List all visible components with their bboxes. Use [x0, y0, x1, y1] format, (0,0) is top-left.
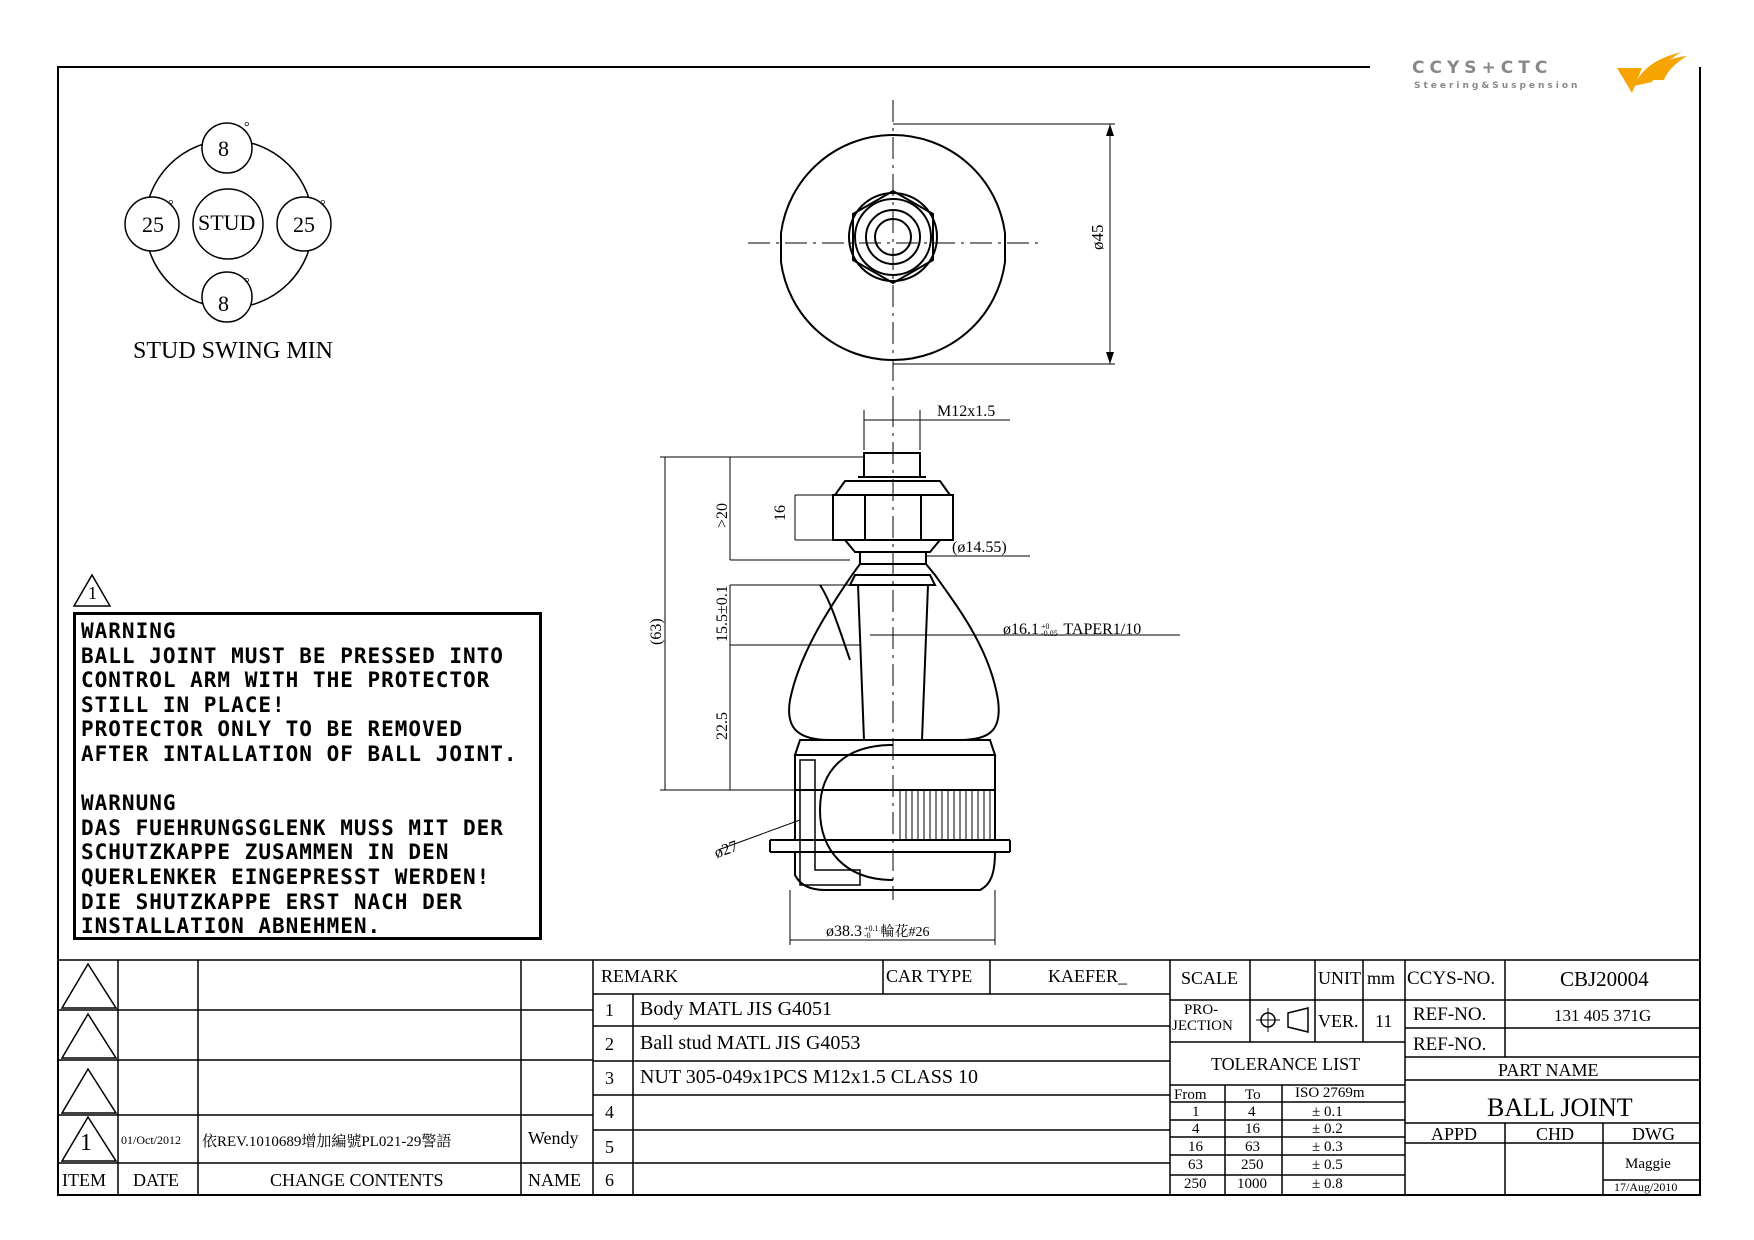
side-dimensions: [660, 410, 1180, 945]
rev-header-name: NAME: [528, 1170, 581, 1190]
tol-value: ± 0.2: [1312, 1121, 1343, 1137]
tol-from: 16: [1188, 1139, 1203, 1155]
dwg-label: DWG: [1632, 1124, 1675, 1144]
dim-body-value: ø38.3: [826, 923, 862, 940]
tol-value: ± 0.3: [1312, 1139, 1343, 1155]
tol-value: ± 0.8: [1312, 1176, 1343, 1192]
rev-header-date: DATE: [133, 1170, 179, 1190]
tol-to-header: To: [1245, 1087, 1261, 1103]
side-view: [770, 405, 1010, 900]
rev-header-item: ITEM: [62, 1170, 106, 1190]
dim-h16: 16: [772, 505, 789, 521]
revision-mark: 1: [88, 583, 97, 603]
warning-line: [81, 767, 534, 792]
rev-row-date: 01/Oct/2012: [121, 1133, 181, 1147]
tol-from-header: From: [1174, 1087, 1207, 1103]
swing-caption: STUD SWING MIN: [133, 338, 333, 364]
swing-top-value: 8: [218, 136, 229, 161]
dim-top-diameter: ø45: [1088, 224, 1107, 250]
ccys-label: CCYS-NO.: [1407, 968, 1496, 989]
dim-taper: [1003, 621, 1141, 639]
tol-from: 63: [1188, 1157, 1203, 1173]
car-type-label: CAR TYPE: [886, 966, 973, 986]
ref-label-1: REF-NO.: [1413, 1004, 1487, 1025]
dim-ball: ø27: [712, 837, 741, 862]
remark-no: 6: [605, 1170, 614, 1190]
part-name-value: BALL JOINT: [1487, 1093, 1633, 1122]
top-view: [748, 100, 1115, 405]
remark-no: 4: [605, 1102, 614, 1122]
projection-label-2: JECTION: [1172, 1018, 1233, 1034]
warning-line: INSTALLATION ABNEHMEN.: [81, 914, 382, 939]
remark-text: Ball stud MATL JIS G4053: [640, 1032, 861, 1054]
rev-row-name: Wendy: [528, 1128, 579, 1148]
tol-to: 1000: [1237, 1176, 1267, 1192]
dim-taper-lower: -0.05: [1041, 629, 1058, 639]
warning-line: STILL IN PLACE!: [81, 692, 286, 717]
tol-to: 4: [1248, 1104, 1256, 1120]
dim-overall: (63): [648, 618, 665, 645]
tol-to: 16: [1245, 1121, 1260, 1137]
remark-no: 5: [605, 1137, 614, 1157]
tolerance-title: TOLERANCE LIST: [1211, 1054, 1361, 1074]
rev-row-item: 1: [80, 1130, 92, 1156]
drawn-date: 17/Aug/2010: [1614, 1180, 1678, 1194]
dim-h15: 15.5±0.1: [714, 585, 731, 642]
tol-from: 4: [1192, 1121, 1200, 1137]
car-type-value: KAEFER_: [1048, 966, 1128, 986]
dim-h22: 22.5: [714, 712, 731, 740]
tol-to: 63: [1245, 1139, 1260, 1155]
warning-line: SCHUTZKAPPE ZUSAMMEN IN DEN: [81, 840, 450, 865]
swing-right-value: 25: [293, 212, 315, 237]
dim-body-lower: -0: [864, 931, 871, 941]
warning-line: CONTROL ARM WITH THE PROTECTOR: [81, 668, 491, 693]
ref-label-2: REF-NO.: [1413, 1034, 1487, 1055]
dim-taper-note: TAPER1/10: [1063, 621, 1142, 638]
warning-line: BALL JOINT MUST BE PRESSED INTO: [81, 643, 504, 668]
rev-row-change: 依REV.1010689增加編號PL021-29警語: [202, 1134, 452, 1150]
chd-label: CHD: [1536, 1124, 1575, 1144]
dim-neck: (ø14.55): [952, 539, 1007, 556]
dim-taper-value: ø16.1: [1003, 621, 1039, 638]
drawn-by: Maggie: [1625, 1156, 1671, 1172]
remark-no: 1: [605, 1000, 614, 1020]
warning-line: PROTECTOR ONLY TO BE REMOVED: [81, 717, 464, 742]
tol-std-header: ISO 2769m: [1295, 1085, 1365, 1101]
part-name-label: PART NAME: [1498, 1060, 1599, 1080]
scale-label: SCALE: [1181, 968, 1239, 988]
warning-box: [73, 612, 542, 940]
dim-body: [826, 921, 930, 941]
tol-from: 1: [1192, 1104, 1200, 1120]
tol-value: ± 0.1: [1312, 1104, 1343, 1120]
remark-title: REMARK: [601, 966, 679, 986]
swing-left-value: 25: [142, 212, 164, 237]
ccys-no: CBJ20004: [1560, 967, 1649, 991]
logo-tagline: Steering&Suspension: [1414, 81, 1581, 91]
tol-value: ± 0.5: [1312, 1157, 1343, 1173]
swing-top-degree: °: [244, 120, 250, 135]
remark-text: Body MATL JIS G4051: [640, 998, 833, 1020]
swing-right-degree: °: [320, 198, 326, 213]
swing-bottom-value: 8: [218, 291, 229, 316]
remark-no: 2: [605, 1034, 614, 1054]
ref-no-1: 131 405 371G: [1554, 1006, 1652, 1025]
dim-knurl: 輪花#26: [880, 925, 930, 940]
ver-label: VER.: [1318, 1011, 1359, 1031]
swing-bottom-degree: °: [244, 276, 250, 291]
dim-gt20: >20: [714, 502, 731, 528]
projection-icon: [1256, 1008, 1308, 1032]
tol-from: 250: [1184, 1176, 1207, 1192]
swing-center-label: STUD: [198, 210, 256, 235]
logo-brand: CCYS+CTC: [1412, 58, 1553, 78]
projection-label-1: PRO-: [1184, 1002, 1219, 1018]
swing-left-degree: °: [168, 198, 174, 213]
remark-no: 3: [605, 1068, 614, 1088]
dim-body-upper: +0.1: [864, 924, 879, 934]
warning-line: QUERLENKER EINGEPRESST WERDEN!: [81, 864, 491, 889]
warning-line: DAS FUEHRUNGSGLENK MUSS MIT DER: [81, 815, 504, 840]
warning-line: AFTER INTALLATION OF BALL JOINT.: [81, 741, 518, 766]
unit-label: UNIT: [1318, 968, 1361, 988]
unit-value: mm: [1367, 968, 1396, 988]
ver-value: 11: [1375, 1011, 1393, 1031]
remark-text: NUT 305-049x1PCS M12x1.5 CLASS 10: [640, 1066, 979, 1088]
rev-header-change: CHANGE CONTENTS: [270, 1170, 444, 1190]
dim-taper-upper: +0: [1041, 622, 1050, 632]
tol-to: 250: [1241, 1157, 1264, 1173]
warning-line: DIE SHUTZKAPPE ERST NACH DER: [81, 889, 464, 914]
appd-label: APPD: [1431, 1124, 1478, 1144]
warning-line: WARNUNG: [81, 791, 177, 816]
warning-line: WARNING: [81, 619, 177, 643]
dim-thread: M12x1.5: [937, 403, 996, 420]
